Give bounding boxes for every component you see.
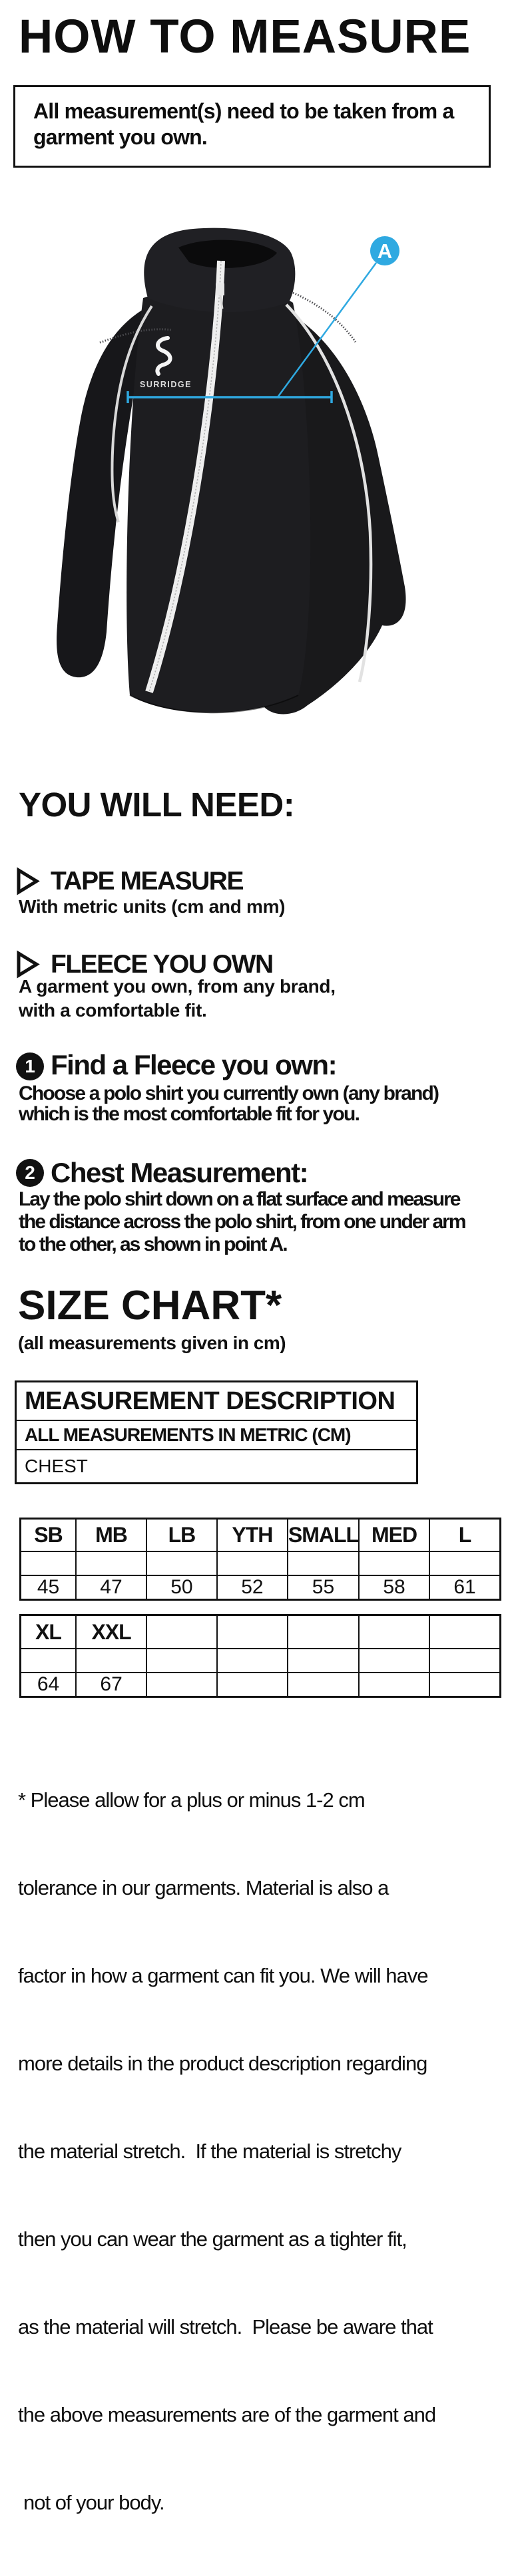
size-col-header: YTH (218, 1520, 287, 1551)
size-col-header: MED (360, 1520, 429, 1551)
page-title: HOW TO MEASURE (19, 11, 471, 63)
footnote-line: factor in how a garment can fit you. We will have (18, 1964, 428, 1987)
step-body (19, 1188, 465, 1256)
footnote-line: tolerance in our garments. Material is also a (18, 1876, 389, 1899)
bullet-triangle-icon (17, 868, 39, 895)
size-col-header: SMALL (288, 1520, 358, 1551)
step-body-line: the distance across the polo shirt, from one under arm (19, 1211, 465, 1233)
need-item-title: FLEECE YOU OWN (51, 950, 273, 979)
size-col-header: SB (21, 1520, 75, 1551)
size-col-header: XXL (77, 1616, 146, 1648)
size-chest-value: 55 (288, 1576, 358, 1599)
size-table-youth-adult (19, 1518, 501, 1601)
step-body-line: which is the most comfortable fit for you. (19, 1103, 360, 1125)
size-col-header: XL (21, 1616, 75, 1648)
md-table-title: MEASUREMENT DESCRIPTION (17, 1382, 416, 1420)
need-item-desc: With metric units (cm and mm) (19, 896, 286, 917)
footnote-line: not of your body. (23, 2491, 164, 2514)
size-empty-cell (218, 1649, 287, 1672)
size-empty-cell (360, 1649, 429, 1672)
zipper-pull (216, 283, 224, 295)
size-chest-value: 58 (360, 1576, 429, 1599)
size-chest-value: 67 (77, 1673, 146, 1696)
size-table-xl (19, 1614, 501, 1698)
size-chart-heading: SIZE CHART* (18, 1283, 282, 1329)
notice-text (33, 98, 453, 150)
point-a-label: A (377, 240, 393, 263)
footnote-line: then you can wear the garment as a tighter fit, (18, 2227, 407, 2251)
size-chest-value: 52 (218, 1576, 287, 1599)
tolerance-footnote (18, 1727, 435, 2576)
size-col-header: L (430, 1520, 499, 1551)
bullet-triangle-icon (17, 951, 39, 978)
size-empty-cell (147, 1552, 216, 1575)
size-chest-value (360, 1673, 429, 1696)
size-col-header (288, 1616, 358, 1648)
size-empty-cell (21, 1552, 75, 1575)
size-chest-value (430, 1673, 499, 1696)
need-item-desc-line: A garment you own, from any brand, (19, 976, 336, 997)
need-item-title: TAPE MEASURE (51, 867, 243, 895)
step-number-badge: 2 (16, 1159, 44, 1187)
size-empty-cell (288, 1649, 358, 1672)
footnote-line: * Please allow for a plus or minus 1-2 cm (18, 1788, 365, 1812)
footnote-line: as the material will stretch. Please be aware that (18, 2315, 433, 2338)
step-title: Chest Measurement: (51, 1157, 308, 1188)
size-col-header (360, 1616, 429, 1648)
size-chest-value: 64 (21, 1673, 75, 1696)
size-empty-cell (218, 1552, 287, 1575)
size-chest-value: 50 (147, 1576, 216, 1599)
size-col-header: LB (147, 1520, 216, 1551)
need-item-desc (19, 975, 336, 1023)
need-item-desc-line: with a comfortable fit. (19, 1000, 207, 1021)
size-empty-cell (77, 1649, 146, 1672)
footnote-line: the material stretch. If the material is stretchy (18, 2140, 401, 2163)
size-col-header (218, 1616, 287, 1648)
footnote-line: the above measurements are of the garment and (18, 2403, 436, 2426)
step-body (19, 1083, 438, 1124)
measurement-description-table (15, 1380, 418, 1484)
md-table-units: ALL MEASUREMENTS IN METRIC (CM) (17, 1421, 416, 1449)
you-will-need-heading: YOU WILL NEED: (19, 786, 295, 824)
size-empty-cell (147, 1649, 216, 1672)
size-empty-cell (288, 1552, 358, 1575)
size-empty-cell (21, 1649, 75, 1672)
size-chest-value: 47 (77, 1576, 146, 1599)
size-chest-value: 45 (21, 1576, 75, 1599)
size-empty-cell (430, 1649, 499, 1672)
size-col-header (430, 1616, 499, 1648)
size-chest-value (218, 1673, 287, 1696)
size-empty-cell (77, 1552, 146, 1575)
notice-box (13, 85, 491, 168)
footnote-line: more details in the product description regarding (18, 2052, 427, 2075)
size-empty-cell (430, 1552, 499, 1575)
brand-logo-text: SURRIDGE (140, 380, 192, 389)
size-chart-subheading: (all measurements given in cm) (18, 1333, 286, 1353)
step-title: Find a Fleece you own: (51, 1049, 337, 1080)
step-body-line: Lay the polo shirt down on a flat surface and measure (19, 1188, 460, 1210)
size-chest-value: 61 (430, 1576, 499, 1599)
size-chest-value (288, 1673, 358, 1696)
size-chest-value (147, 1673, 216, 1696)
notice-line: All measurement(s) need to be taken from a (33, 99, 454, 123)
md-table-metric: CHEST (17, 1450, 416, 1482)
notice-line: garment you own. (33, 125, 207, 149)
step-number-badge: 1 (16, 1052, 44, 1080)
size-col-header: MB (77, 1520, 146, 1551)
step-body-line: Choose a polo shirt you currently own (any brand) (19, 1082, 439, 1104)
size-empty-cell (360, 1552, 429, 1575)
size-col-header (147, 1616, 216, 1648)
step-body-line: to the other, as shown in point A. (19, 1233, 287, 1255)
fleece-measure-illustration (0, 220, 510, 752)
